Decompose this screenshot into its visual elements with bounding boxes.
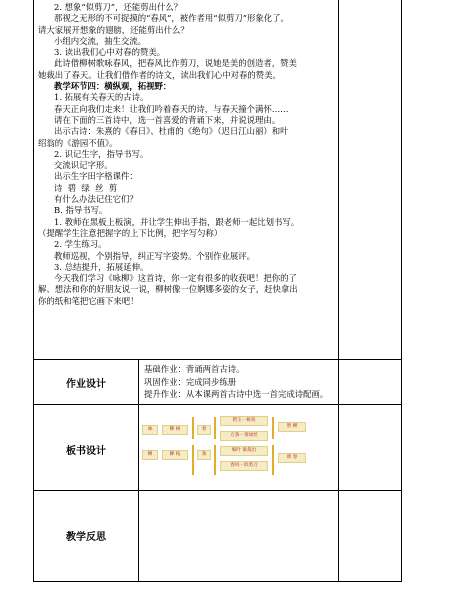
board-bracket <box>272 445 274 475</box>
lesson-line: 2. 识记生字，指导书写。 <box>54 148 149 159</box>
section-heading: 教学环节四：横纵观，拓视野： <box>54 81 172 92</box>
lesson-line: 她裁出了春天。让我们借作者的诗文，读出我们心中对春的赞美。 <box>38 69 281 80</box>
lesson-line: 2. 想象“似剪刀”，还能剪出什么？ <box>54 2 183 12</box>
board-mid-top: 春 <box>197 425 211 435</box>
lesson-line: 有什么办法记住它们？ <box>54 194 138 205</box>
lesson-line: 3. 读出我们心中对春的赞美。 <box>54 47 166 58</box>
board-design-diagram <box>142 415 322 479</box>
lesson-line: 1. 教师在黑板上板演，并让学生伸出手指，跟老师一起比划书写。 <box>54 216 300 227</box>
board-line-3: 细叶 谁裁出 <box>220 446 268 456</box>
board-design-label: 板书设计 <box>66 446 106 457</box>
row-divider-lesson <box>34 359 401 360</box>
lesson-process-text <box>38 2 336 307</box>
board-line-1: 碧玉一树高 <box>220 416 268 426</box>
lesson-line: 此诗借柳树歌咏春风，把春风比作剪刀，说她是美的创造者，赞美 <box>54 58 297 69</box>
lesson-line: 请大家展开想象的翅膀，还能剪出什么？ <box>38 24 189 35</box>
board-line-2: 万条一垂绿丝 <box>220 431 268 441</box>
lesson-line: 春天正向我们走来！让我们吟着春天的诗，与春天撞个满怀…… <box>54 103 289 114</box>
board-left-bottom: 柳 枝 <box>162 450 188 460</box>
right-column-divider <box>338 0 339 581</box>
board-left-top: 柳 树 <box>162 425 188 435</box>
board-bracket <box>192 417 194 439</box>
reflection-label: 教学反思 <box>66 532 106 543</box>
lesson-line: 那视之无形的不可捉摸的“春风”，被作者用“似剪刀”形象化了。 <box>54 13 289 24</box>
homework-advanced: 提升作业：从本课两首古诗中选一首完成诗配画。 <box>144 389 329 399</box>
board-bracket <box>214 417 216 439</box>
homework-consolidate: 巩固作业：完成同步练册 <box>144 376 237 387</box>
lesson-line: 出示生字田字格课件： <box>54 171 138 182</box>
lesson-line: 绍翁的《游园不值》。 <box>38 137 118 148</box>
homework-basic: 基础作业：背诵两首古诗。 <box>144 364 245 374</box>
lesson-line: 解、想法和你的好朋友说一说，柳树像一位婀娜多姿的女子，赶快拿出 <box>38 284 298 295</box>
label-column-divider <box>138 359 139 581</box>
lesson-line: 你的纸和笔把它画下来吧！ <box>38 295 139 306</box>
lesson-line: 1. 拓展有关春天的古诗。 <box>54 92 149 103</box>
lesson-line: 2. 学生练习。 <box>54 239 107 250</box>
lesson-line: 3. 总结提升，拓展延伸。 <box>54 261 149 272</box>
board-bracket <box>192 445 194 475</box>
board-title-liu: 柳 <box>142 450 158 460</box>
lesson-line: （提醒学生注意把握字的上下比例，把字写匀称） <box>38 227 223 238</box>
lesson-line: 请在下面的三首诗中，选一首喜爱的背诵下来，并说说理由。 <box>54 114 281 125</box>
lesson-line: 教师巡视，个别指导，纠正写字姿势。个别作业展评。 <box>54 250 255 261</box>
lesson-line: 交流识记字形。 <box>54 160 113 171</box>
homework-label: 作业设计 <box>66 379 106 390</box>
board-mid-bottom: 条 <box>197 450 211 460</box>
board-title-yong: 咏 <box>142 425 158 435</box>
lesson-line: 小组内交流，抽生交流。 <box>54 35 147 46</box>
board-tail-top: 赞 柳 <box>278 422 306 432</box>
lesson-line: B. 指导书写。 <box>54 205 108 216</box>
lesson-line: 诗 碧 绿 丝 剪 <box>54 182 118 193</box>
lesson-plan-table <box>33 0 402 582</box>
row-divider-board <box>34 490 401 491</box>
row-divider-homework <box>34 404 401 405</box>
homework-content <box>144 363 344 401</box>
board-line-4: 春风一似剪刀 <box>220 461 268 471</box>
board-bracket <box>214 445 216 475</box>
lesson-line: 出示古诗：朱熹的《春日》、杜甫的《绝句》（迟日江山丽）和叶 <box>54 126 289 137</box>
board-tail-bottom: 颂 春 <box>278 453 306 463</box>
lesson-line: 今天我们学习《咏柳》这首诗，你一定有很多的收获吧！把你的了 <box>54 273 297 284</box>
board-bracket <box>272 417 274 439</box>
